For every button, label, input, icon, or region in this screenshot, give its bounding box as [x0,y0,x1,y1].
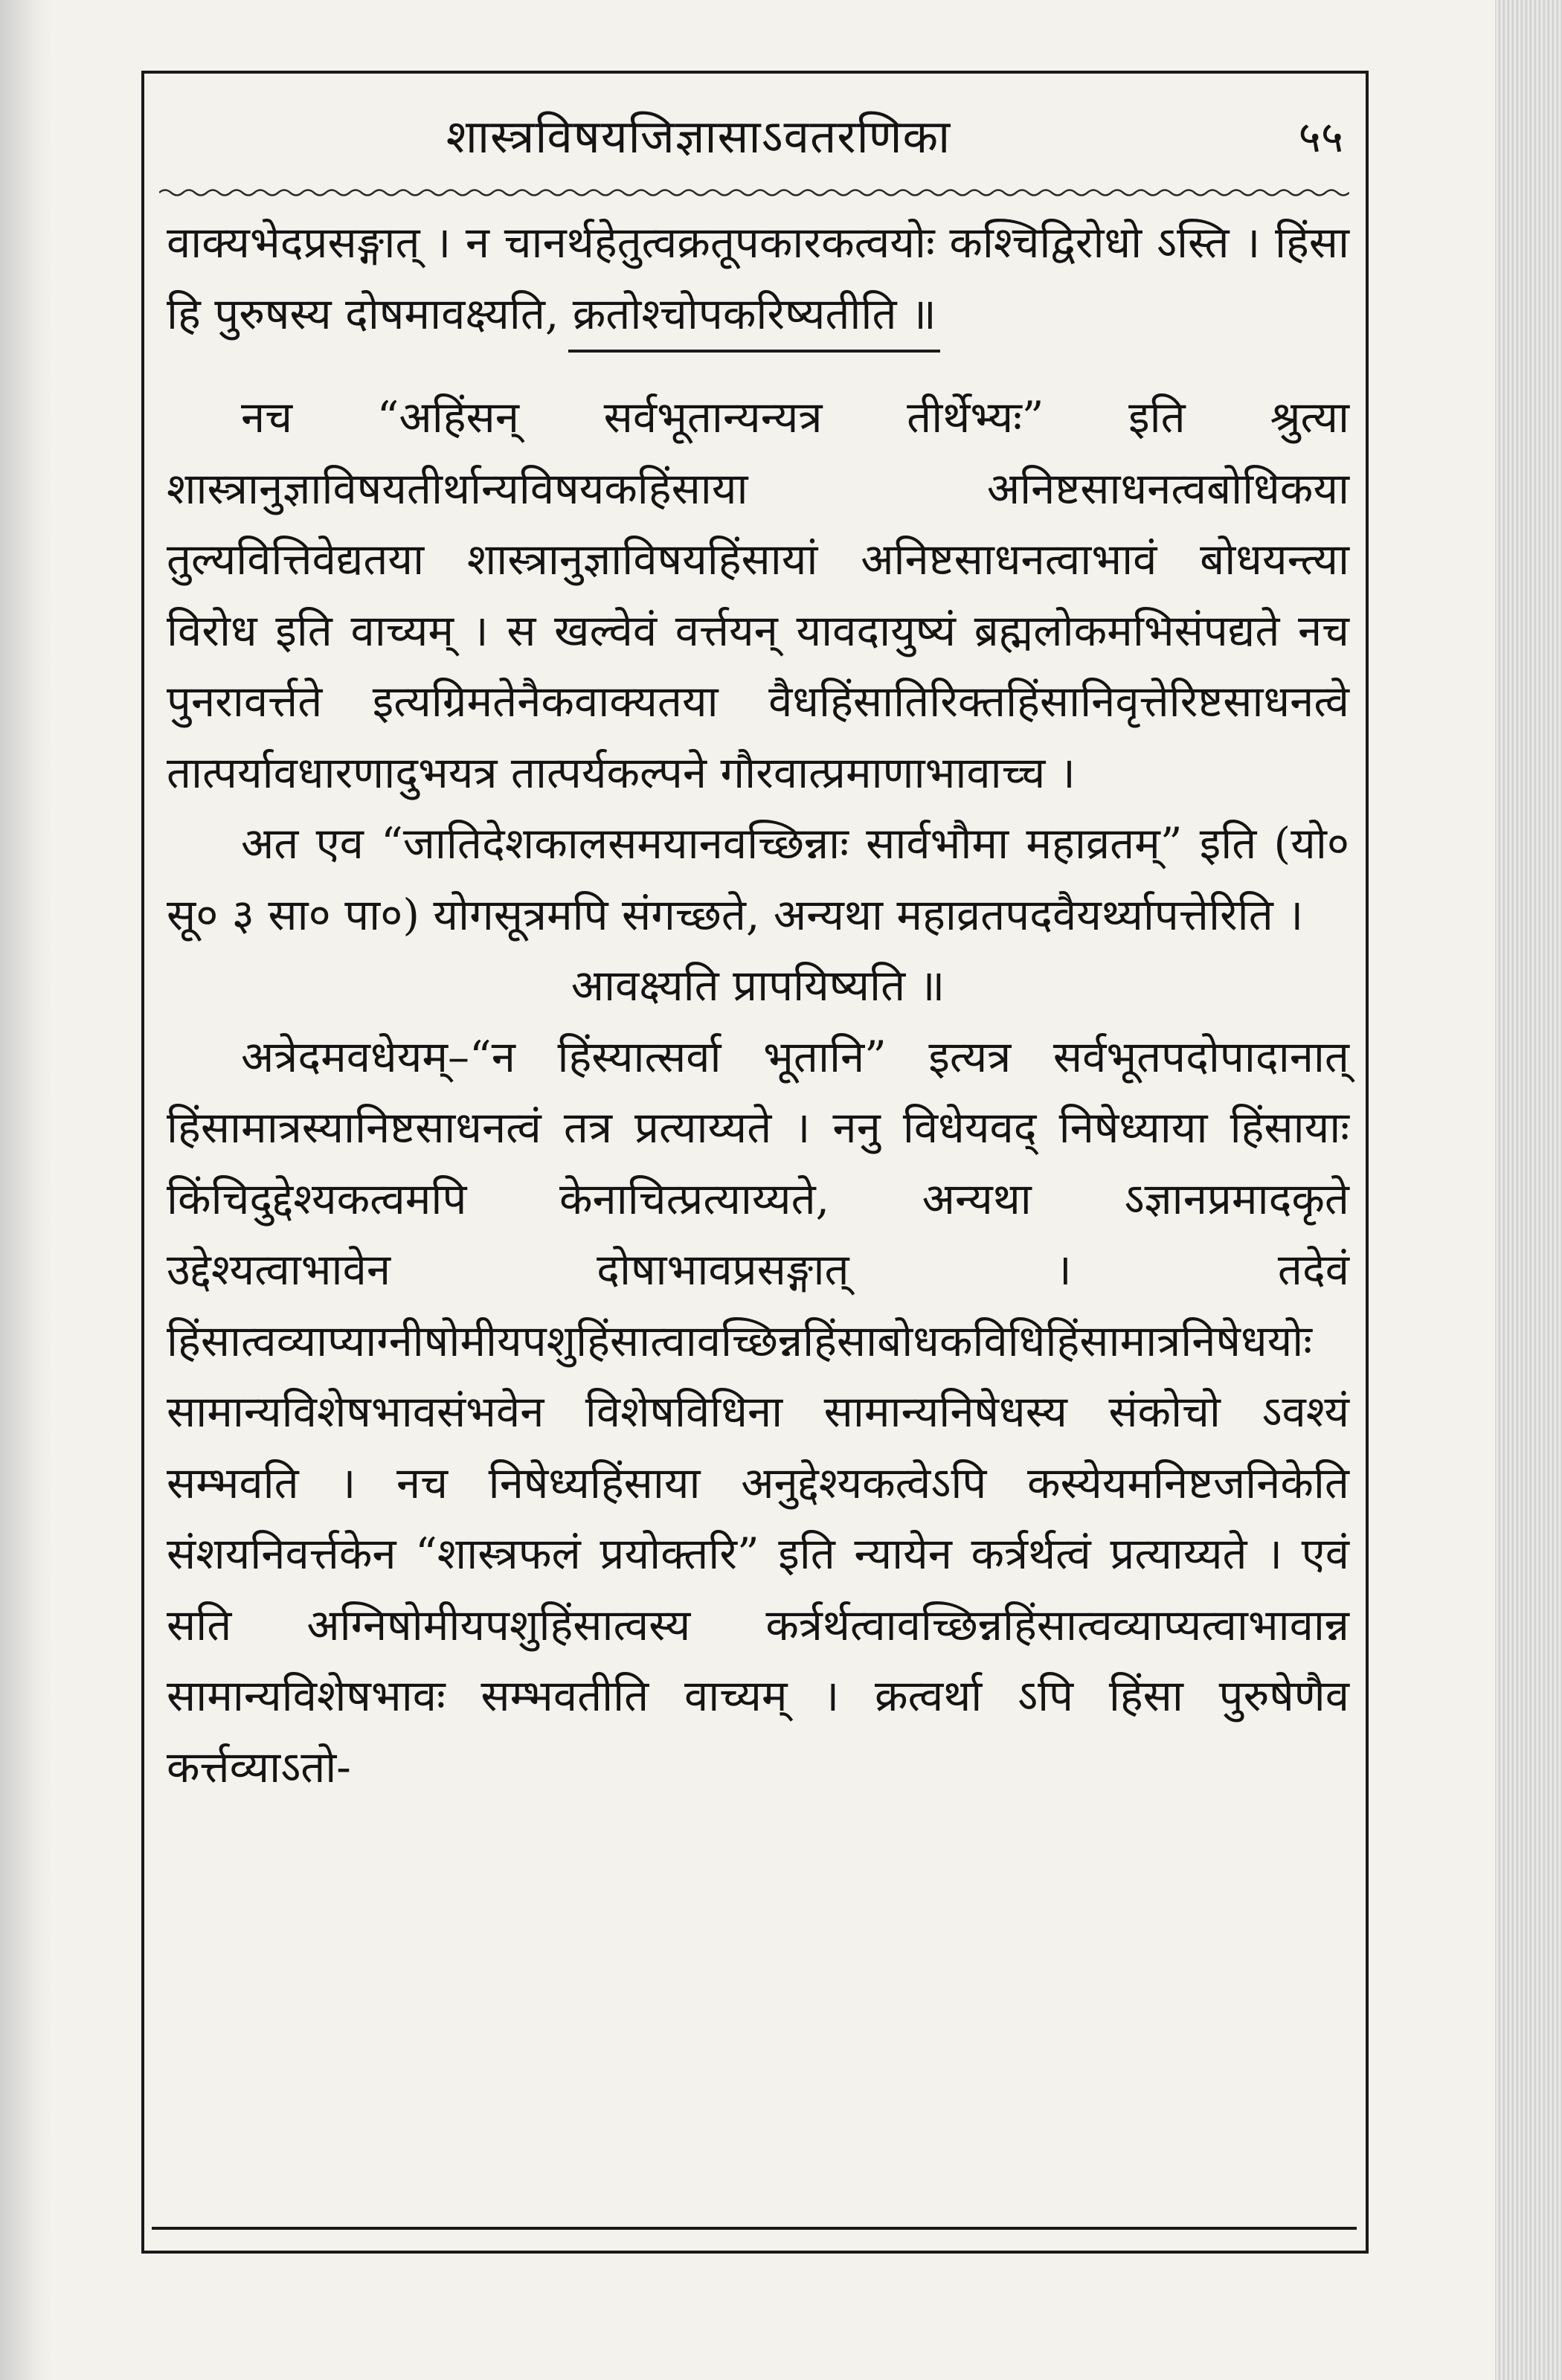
paragraph: अत्रेदमवधेयम्–“न हिंस्यात्सर्वा भूतानि” इत्यत्र सर्वभूतपदोपादानात् हिंसामात्रस्यानिष्टसाधनत्वं तत्र प्रत्याय्यते । ननु विधेयवद् निषेध्याया हिंसायाः किंचिदुद्देश्यकत्वमपि केनाचित्प्रत्याय्यते, अन्यथा ऽज्ञानप्रमादकृते उद्देश्यत्वाभावेन दोषाभावप्रसङ्गात् । तदेवं हिंसात्वव्याप्याग्नीषोमीयपशुहिंसात्वावच्छिन्नहिंसाबोधकविधिहिंसामात्रनिषेधयोः सामान्यविशेषभावसंभवेन विशेषविधिना सामान्यनिषेधस्य संकोचो ऽवश्यं सम्भवति । नच निषेध्यहिंसाया अनुद्देश्यकत्वेऽपि कस्येयमनिष्टजनिकेति संशयनिवर्त्तकेन “शास्त्रफलं प्रयोक्तरि” इति न्यायेन कर्त्रर्थत्वं प्रत्याय्यते । एवं सति अग्निषोमीयपशुहिंसात्वस्य कर्त्रर्थत्वावच्छिन्नहिंसात्वव्याप्यत्वाभावान्न सामान्यविशेषभावः सम्भवतीति वाच्यम् । क्रत्वर्था ऽपि हिंसा पुरुषेणैव कर्त्तव्याऽतो- [167,1031,1349,1792]
running-head-title: शास्त्रविषयजिज्ञासाऽवतरणिका [446,109,951,164]
paragraph: अत एव “जातिदेशकालसमयानवच्छिन्नाः सार्वभौमा महाव्रतम्” इति (यो० सू० ३ सा० पा०) योगसूत्रमपि संगच्छते, अन्यथा महाव्रतपदवैयर्थ्यापत्तेरिति । [167,818,1349,940]
gloss-line: आवक्ष्यति प्रापयिष्यति ॥ [571,960,945,1011]
running-head [144,103,1366,170]
wavy-rule [159,185,1349,200]
page-frame [141,71,1369,2254]
page-number: ५५ [1298,112,1343,162]
bottom-rule [152,2227,1357,2230]
paragraph: नच “अहिंसन् सर्वभूतान्यन्यत्र तीर्थेभ्यः” इति श्रुत्या शास्त्रानुज्ञाविषयतीर्थान्यविषयकहिंसाया अनिष्टसाधनत्वबोधिकया तुल्यवित्तिवेद्यतया शास्त्रानुज्ञाविषयहिंसायां अनिष्टसाधनत्वाभावं बोधयन्त्या विरोध इति वाच्यम् । स खल्वेवं वर्त्तयन् यावदायुष्यं ब्रह्मलोकमभिसंपद्यते नच पुनरावर्त्तते इत्यग्रिमतेनैकवाक्यतया वैधहिंसातिरिक्तहिंसानिवृत्तेरिष्टसाधनत्वे तात्पर्यावधारणादुभयत्र तात्पर्यकल्पने गौरवात्प्रमाणाभावाच्च । [167,392,1349,798]
scan-shadow-left [0,0,52,2380]
body-text [167,208,1349,1803]
scan-shadow-right [1495,0,1562,2380]
paragraph-continued: वाक्यभेदप्रसङ्गात् । न चानर्थहेतुत्वक्रतूपकारकत्वयोः कश्चिद्विरोधो ऽस्ति । हिंसा हि पुरुषस्य दोषमावक्ष्यति, क्रतोश्चोपकरिष्यतीति ॥ [167,217,1349,339]
